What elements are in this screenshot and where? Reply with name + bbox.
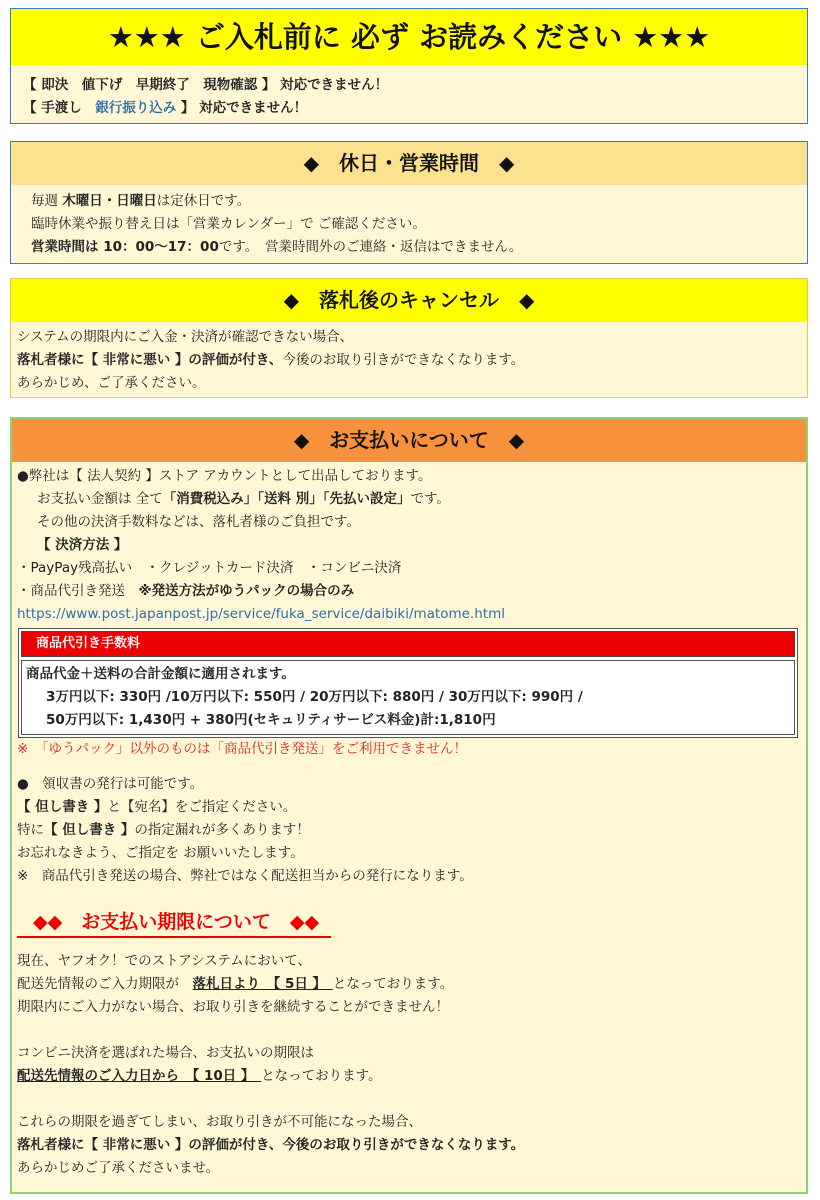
hours-title: ◆ 休日・営業時間 ◆ xyxy=(11,142,807,185)
methods-label: 【 決済方法 】 xyxy=(37,537,128,553)
hours-l1a: 毎週 xyxy=(31,193,63,209)
deadline-title: ◆◆ お支払い期限について ◆◆ xyxy=(17,908,331,938)
hours-line2: 臨時休業や振り替え日は「営業カレンダー」で ご確認ください。 xyxy=(31,216,426,232)
notice-body xyxy=(11,65,807,123)
fee-note: ※ 「ゆうパック」以外のものは「商品代引き発送」をご利用できません！ xyxy=(17,741,468,757)
hours-l3b: です。 営業時間外のご連絡・返信はできません。 xyxy=(218,239,523,255)
receipt-line5: ※ 商品代引き発送の場合、弊社ではなく配送担当からの発行になります。 xyxy=(17,868,473,884)
notice-title: ★★★ ご入札前に 必ず お読みください ★★★ xyxy=(11,9,807,65)
methods-list: ・PayPay残高払い ・クレジットカード決済 ・コンビニ決済 xyxy=(17,560,402,576)
fee-line1: 商品代金＋送料の合計金額に適用されます。 xyxy=(26,666,295,682)
payment-p1: ●弊社は【 法人契約 】ストア アカウントとして出品しております。 xyxy=(17,468,432,484)
hours-line1 xyxy=(31,190,807,213)
cancel-line3: あらかじめ、ご了承ください。 xyxy=(17,375,206,391)
deadline-line4: コンビニ決済を選ばれた場合、お支払いの期限は xyxy=(17,1045,314,1061)
receipt-r2a: 【 但し書き 】 xyxy=(17,799,108,815)
payment-box xyxy=(10,417,808,1194)
receipt-r3a: 特に xyxy=(17,822,44,838)
notice-line2-pre: 【 手渡し xyxy=(23,100,96,116)
cancel-line2 xyxy=(17,349,807,372)
receipt-r3c: の指定漏れが多くあります！ xyxy=(134,822,310,838)
payment-body xyxy=(12,462,806,1192)
cancel-l2a: 落札者様に【 非常に悪い 】の評価が付き、 xyxy=(17,352,283,368)
cod-line xyxy=(17,580,806,603)
cancel-body xyxy=(11,322,807,397)
receipt-r2b: と【宛名】をご指定ください。 xyxy=(107,799,297,815)
cancel-box xyxy=(10,278,808,398)
deadline-line2 xyxy=(17,973,806,996)
receipt-line3 xyxy=(17,819,806,842)
cod-fee-body xyxy=(21,660,795,735)
payment-p3: その他の決済手数料などは、落札者様のご負担です。 xyxy=(37,514,360,530)
receipt-line1: ● 領収書の発行は可能です。 xyxy=(17,776,204,792)
business-hours: 営業時間は 10：00〜17：00 xyxy=(31,239,219,255)
deadline-line8: あらかじめご了承くださいませ。 xyxy=(17,1160,220,1176)
cod-fee-title: 商品代引き手数料 xyxy=(21,631,795,657)
deadline-d5b: となっております。 xyxy=(261,1068,382,1084)
cancel-l2b: 今後のお取り引きができなくなります。 xyxy=(282,352,525,368)
hours-line3 xyxy=(31,236,807,259)
deadline-line7: 落札者様に【 非常に悪い 】の評価が付き、今後のお取り引きができなくなります。 xyxy=(17,1137,525,1153)
receipt-line2 xyxy=(17,796,806,819)
deadline-line3: 期限内にご入力がない場合、お取り引きを継続することができません！ xyxy=(17,999,449,1015)
cancel-line1: システムの期限内にご入金・決済が確認できない場合、 xyxy=(17,329,354,345)
receipt-r3b: 【 但し書き 】 xyxy=(44,822,135,838)
deadline-line6: これらの期限を過ぎてしまい、お取り引きが不可能になった場合、 xyxy=(17,1114,422,1130)
payment-title: ◆ お支払いについて ◆ xyxy=(12,419,806,462)
deadline-d2c: となっております。 xyxy=(332,976,454,992)
payment-terms: 「消費税込み」「送料 別」「先払い設定」 xyxy=(162,491,411,507)
japanpost-link[interactable]: https://www.post.japanpost.jp/service/fuka_service/daibiki/matome.html xyxy=(17,606,505,622)
deadline-10days: 配送先情報のご入力日から 【 10日 】 xyxy=(17,1068,262,1084)
deadline-line5 xyxy=(17,1065,806,1088)
cancel-title: ◆ 落札後のキャンセル ◆ xyxy=(11,279,807,322)
hours-body xyxy=(11,185,807,263)
holiday-days: 木曜日・日曜日 xyxy=(62,193,157,209)
cod-note: ※発送方法がゆうパックの場合のみ xyxy=(138,583,355,599)
payment-p2a: お支払い金額は 全て xyxy=(37,491,163,507)
notice-line2-post: 】 対応できません！ xyxy=(176,100,308,116)
notice-line1: 【 即決 値下げ 早期終了 現物確認 】 対応できません！ xyxy=(23,77,389,93)
fee-line2: 3万円以下: 330円 /10万円以下: 550円 / 20万円以下: 880円 / 30万円以下: 990円 / xyxy=(46,689,583,705)
deadline-line1: 現在、ヤフオク！でのストアシステムにおいて、 xyxy=(17,953,312,969)
notice-line2 xyxy=(23,97,807,120)
receipt-line4: お忘れなきよう、ご指定を お願いいたします。 xyxy=(17,845,304,861)
payment-p2 xyxy=(17,488,806,511)
bank-transfer-text: 銀行振り込み xyxy=(95,100,177,116)
notice-box xyxy=(10,8,808,124)
cod-a: ・商品代引き発送 xyxy=(17,583,139,599)
deadline-5days: 落札日より 【 5日 】 xyxy=(192,976,333,992)
fee-line3: 50万円以下: 1,430円 + 380円(セキュリティサービス料金)計:1,810円 xyxy=(46,712,496,728)
cod-fee-table xyxy=(18,628,798,738)
payment-p2c: です。 xyxy=(410,491,450,507)
hours-l1c: は定休日です。 xyxy=(156,193,251,209)
deadline-d2a: 配送先情報のご入力期限が xyxy=(17,976,193,992)
hours-box xyxy=(10,141,808,264)
